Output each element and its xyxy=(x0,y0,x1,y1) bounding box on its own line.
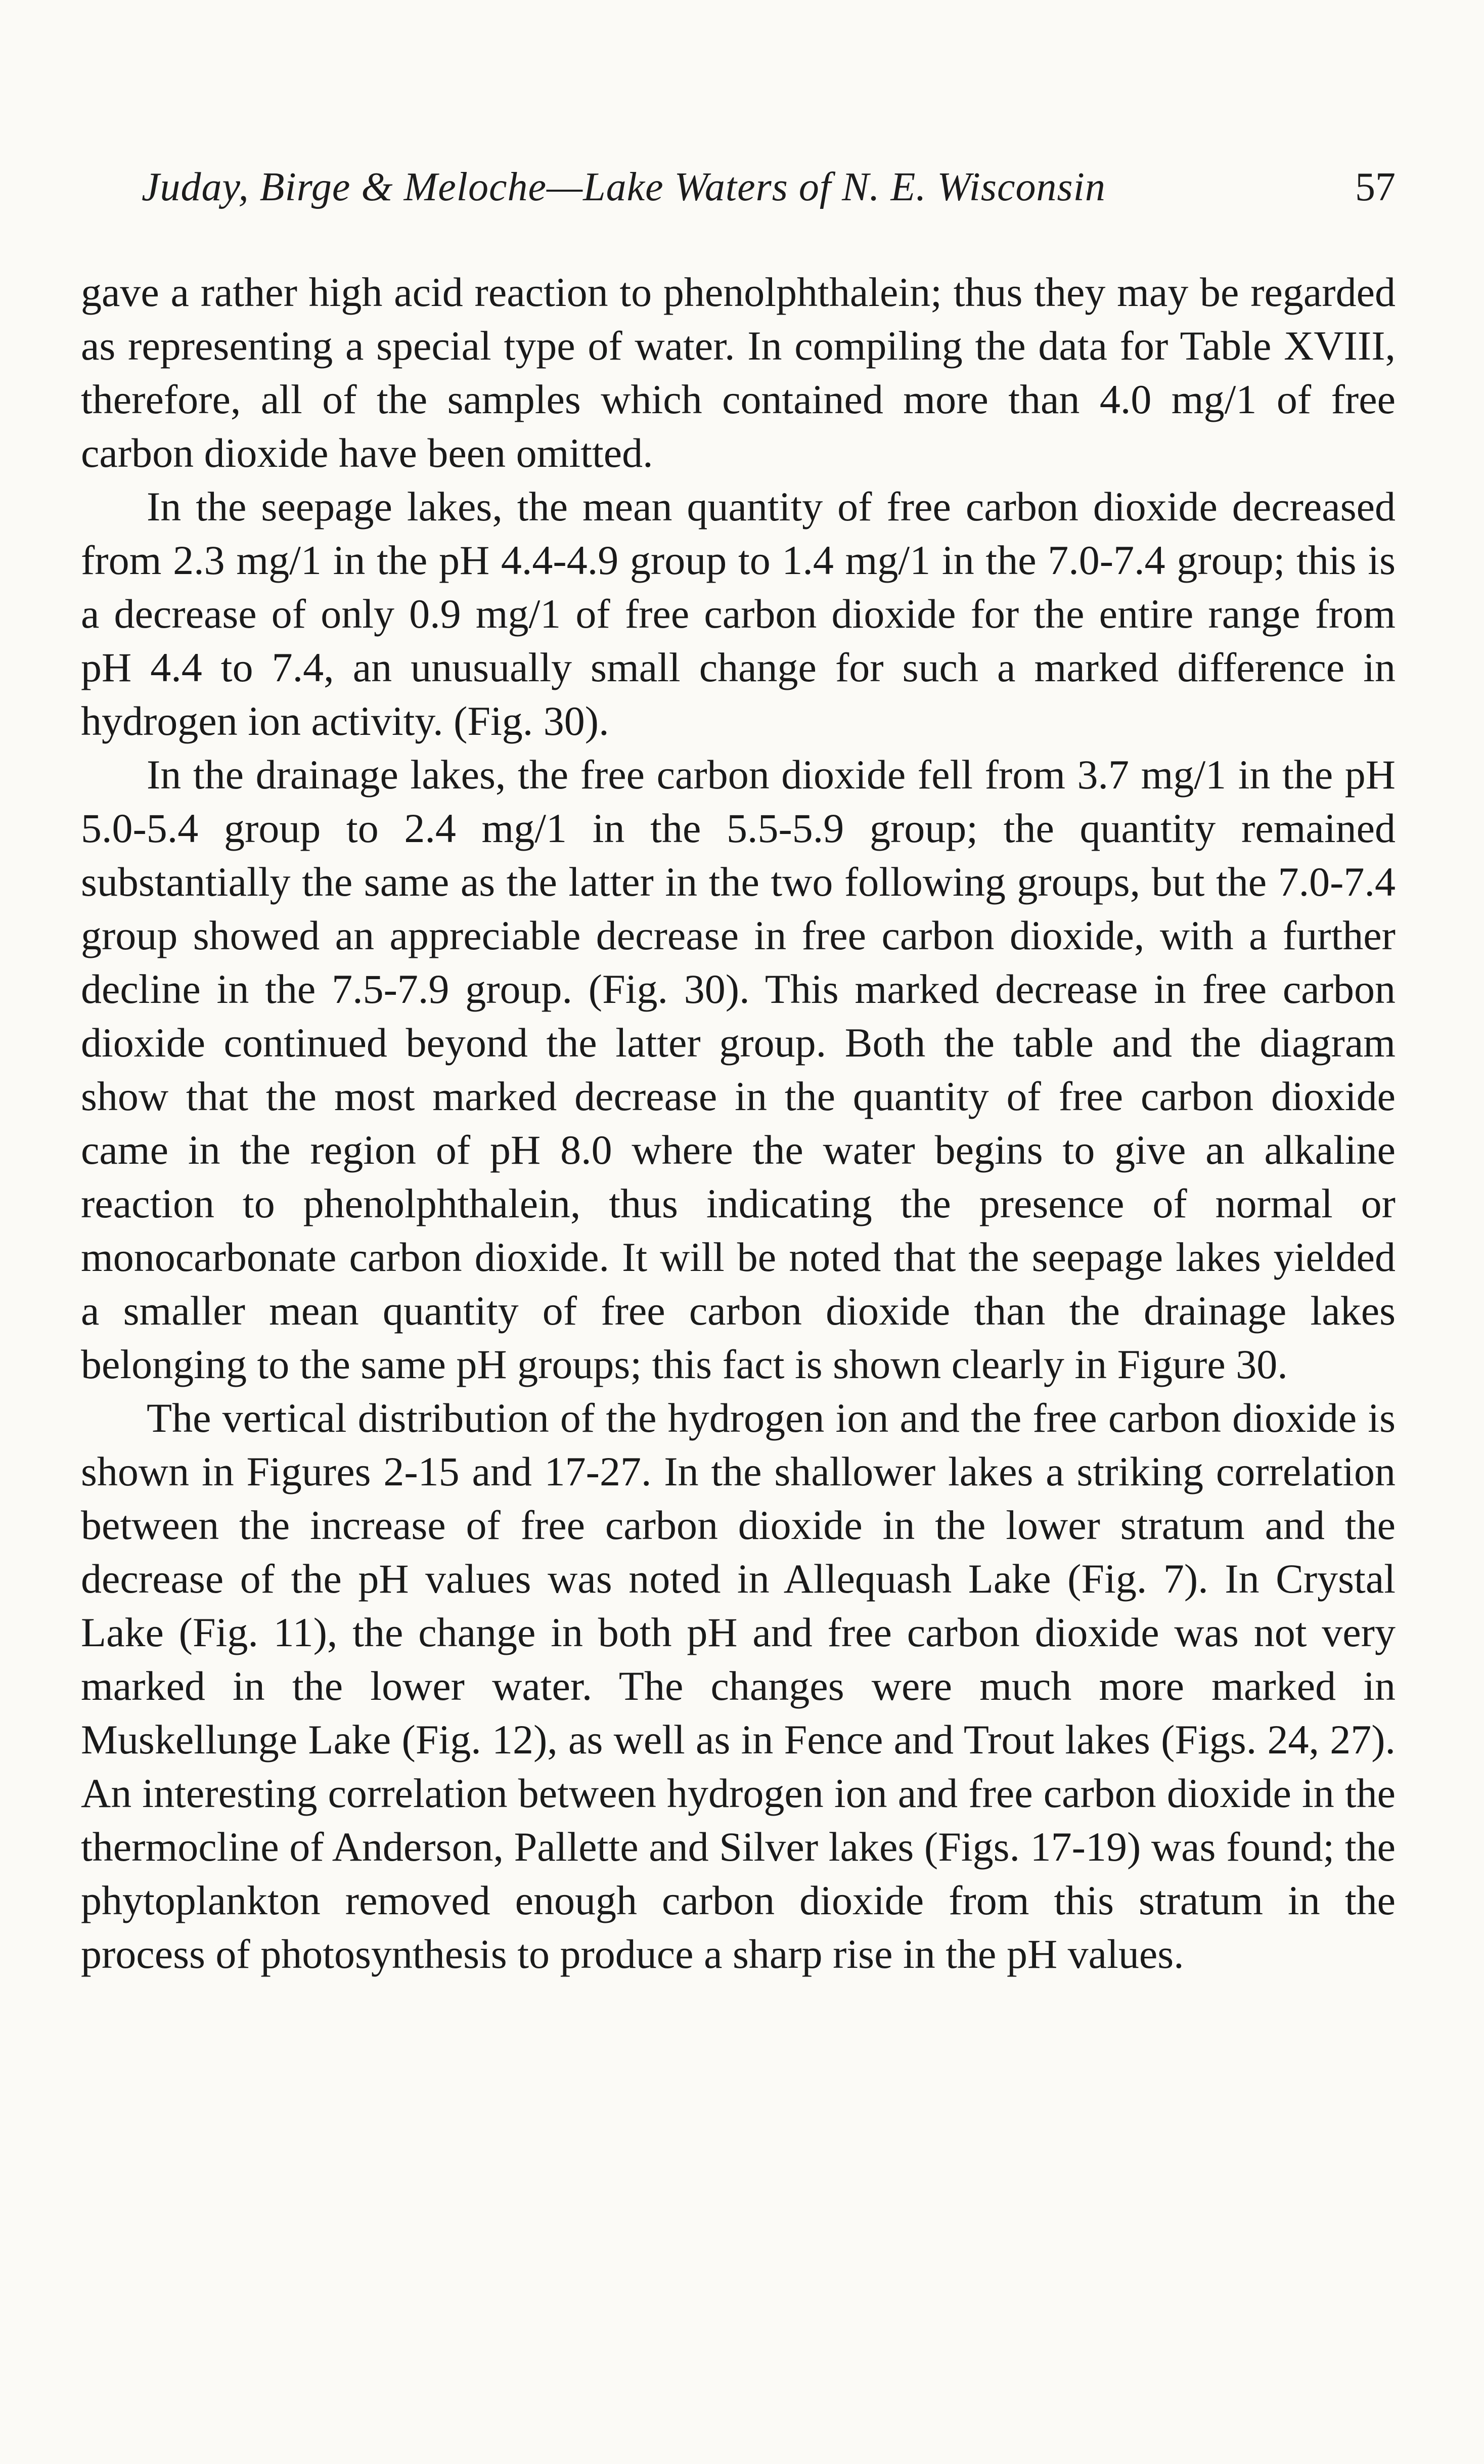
paragraph-vertical-distribution: The vertical distribution of the hydrogen ion and the free carbon dioxide is shown in Figures 2-15 and 17-27. In the shallower lakes a striking correlation between the increase of free carbon dioxide in the lower stratum and the decrease of the pH values was noted in Allequash Lake (Fig. 7). In Crystal Lake (Fig. 11), the change in both pH and free carbon dioxide was not very marked in the lower water. The changes were much more marked in Muskellunge Lake (Fig. 12), as well as in Fence and Trout lakes (Figs. 24, 27). An interesting correlation between hydrogen ion and free carbon dioxide in the thermocline of Anderson, Pallette and Silver lakes (Figs. 17-19) was found; the phytoplankton removed enough carbon dioxide from this stratum in the process of photosynthesis to produce a sharp rise in the pH values. xyxy=(81,1395,1396,1977)
body-text xyxy=(81,266,1396,1981)
page-number: 57 xyxy=(1355,165,1396,209)
running-head: Juday, Birge & Meloche—Lake Waters of N. E. Wisconsin xyxy=(142,165,1106,209)
paragraph-continuation: gave a rather high acid reaction to phenolphthalein; thus they may be regarded as representing a special type of water. In compiling the data for Table XVIII, therefore, all of the samples which contained more than 4.0 mg/1 of free carbon dioxide have been omitted. xyxy=(81,269,1396,476)
paragraph-drainage-lakes: In the drainage lakes, the free carbon dioxide fell from 3.7 mg/1 in the pH 5.0-5.4 group to 2.4 mg/1 in the 5.5-5.9 group; the quantity remained substantially the same as the latter in the two following groups, but the 7.0-7.4 group showed an appreciable decrease in free carbon dioxide, with a further decline in the 7.5-7.9 group. (Fig. 30). This marked decrease in free carbon dioxide continued beyond the latter group. Both the table and the diagram show that the most marked decrease in the quantity of free carbon dioxide came in the region of pH 8.0 where the water begins to give an alkaline reaction to phenolphthalein, thus indicating the presence of normal or monocarbonate carbon dioxide. It will be noted that the seepage lakes yielded a smaller mean quantity of free carbon dioxide than the drainage lakes belonging to the same pH groups; this fact is shown clearly in Figure 30. xyxy=(81,752,1396,1387)
paragraph-seepage-lakes: In the seepage lakes, the mean quantity of free carbon dioxide decreased from 2.3 mg/1 in the pH 4.4-4.9 group to 1.4 mg/1 in the 7.0-7.4 group; this is a decrease of only 0.9 mg/1 of free carbon dioxide for the entire range from pH 4.4 to 7.4, an unusually small change for such a marked difference in hydrogen ion activity. (Fig. 30). xyxy=(81,483,1396,744)
page-header xyxy=(96,154,1396,230)
